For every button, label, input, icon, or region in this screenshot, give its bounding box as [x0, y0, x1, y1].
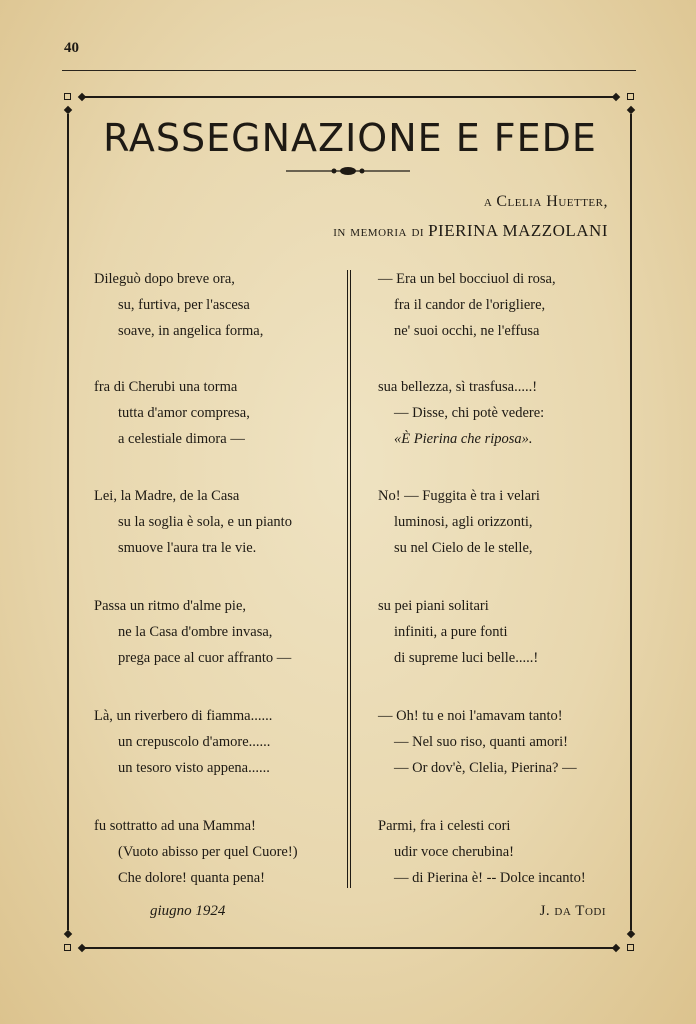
corner-square-icon — [627, 93, 634, 100]
corner-square-icon — [64, 93, 71, 100]
dedication-memoria-prefix: in memoria di — [333, 223, 425, 240]
page-number: 40 — [64, 40, 79, 56]
verse-line: Parmi, fra i celesti cori — [378, 818, 511, 834]
verse-line: luminosi, agli orizzonti, — [394, 514, 533, 530]
corner-diamond-icon — [64, 930, 72, 938]
verse-line: fra di Cherubi una torma — [94, 379, 238, 395]
column-divider — [347, 270, 351, 888]
verse-line: smuove l'aura tra le vie. — [118, 540, 257, 556]
verse-line: No! — Fuggita è tra i velari — [378, 488, 540, 504]
left-stanza-5 — [94, 703, 272, 781]
frame-left-border — [67, 114, 69, 930]
corner-diamond-icon — [78, 944, 86, 952]
corner-square-icon — [627, 944, 634, 951]
corner-diamond-icon — [627, 930, 635, 938]
left-stanza-2 — [94, 374, 250, 452]
frame-right-border — [630, 114, 632, 930]
verse-line: — Oh! tu e noi l'amavam tanto! — [378, 708, 563, 724]
header-rule — [62, 70, 636, 71]
poem-date: giugno 1924 — [150, 903, 226, 919]
verse-line: fra il candor de l'origliere, — [394, 297, 546, 313]
verse-line: un tesoro visto appena...... — [118, 760, 270, 776]
verse-line: soave, in angelica forma, — [118, 323, 264, 339]
verse-line: a celestiale dimora — — [118, 431, 245, 447]
verse-line: «È Pierina che riposa». — [394, 431, 533, 447]
left-stanza-6 — [94, 813, 298, 891]
dedication-prefix: a — [483, 193, 493, 210]
frame-top-border — [80, 96, 614, 98]
verse-line: su la soglia è sola, e un pianto — [118, 514, 292, 530]
verse-line: Dileguò dopo breve ora, — [94, 271, 235, 287]
title-ornament-icon — [286, 164, 410, 178]
left-stanza-1 — [94, 266, 263, 344]
left-stanza-3 — [94, 483, 292, 561]
verse-line: su nel Cielo de le stelle, — [394, 540, 533, 556]
verse-line: ne' suoi occhi, ne l'effusa — [394, 323, 540, 339]
verse-line: tutta d'amor compresa, — [118, 405, 250, 421]
poem-title: RASSEGNAZIONE E FEDE — [103, 116, 597, 160]
verse-line: prega pace al cuor affranto — — [118, 650, 292, 666]
verse-line: di supreme luci belle.....! — [394, 650, 539, 666]
verse-line: Passa un ritmo d'alme pie, — [94, 598, 247, 614]
corner-square-icon — [64, 944, 71, 951]
dedication-line-1 — [484, 193, 608, 211]
verse-line: Lei, la Madre, de la Casa — [94, 488, 240, 504]
verse-line: (Vuoto abisso per quel Cuore!) — [118, 844, 298, 860]
verse-line: un crepuscolo d'amore...... — [118, 734, 271, 750]
verse-line: Là, un riverbero di fiamma...... — [94, 708, 273, 724]
right-stanza-1 — [378, 266, 556, 344]
corner-diamond-icon — [612, 93, 620, 101]
verse-line: Che dolore! quanta pena! — [118, 870, 265, 886]
right-stanza-3 — [378, 483, 540, 561]
verse-line: infiniti, a pure fonti — [394, 624, 508, 640]
verse-line: — Nel suo riso, quanti amori! — [394, 734, 568, 750]
verse-line: ne la Casa d'ombre invasa, — [118, 624, 273, 640]
dedication-name: Clelia Huetter, — [496, 193, 608, 210]
corner-diamond-icon — [78, 93, 86, 101]
verse-line: su pei piani solitari — [378, 598, 489, 614]
verse-line: fu sottratto ad una Mamma! — [94, 818, 256, 834]
verse-line: udir voce cherubina! — [394, 844, 514, 860]
verse-line: — Or dov'è, Clelia, Pierina? — — [394, 760, 577, 776]
left-stanza-4 — [94, 593, 291, 671]
verse-line: — Disse, chi potè vedere: — [394, 405, 545, 421]
corner-diamond-icon — [627, 106, 635, 114]
right-stanza-6 — [378, 813, 586, 891]
dedication-line-2 — [333, 221, 608, 241]
verse-line: su, furtiva, per l'ascesa — [118, 297, 250, 313]
verse-line: — di Pierina è! -- Dolce incanto! — [394, 870, 586, 886]
verse-line: — Era un bel bocciuol di rosa, — [378, 271, 556, 287]
right-stanza-4 — [378, 593, 538, 671]
right-stanza-2 — [378, 374, 544, 452]
verse-line: sua bellezza, sì trasfusa.....! — [378, 379, 538, 395]
poem-author: J. da Todi — [539, 903, 606, 919]
corner-diamond-icon — [64, 106, 72, 114]
frame-bottom-border — [80, 947, 614, 949]
right-stanza-5 — [378, 703, 577, 781]
corner-diamond-icon — [612, 944, 620, 952]
dedication-memoria-name: PIERINA MAZZOLANI — [428, 221, 608, 240]
